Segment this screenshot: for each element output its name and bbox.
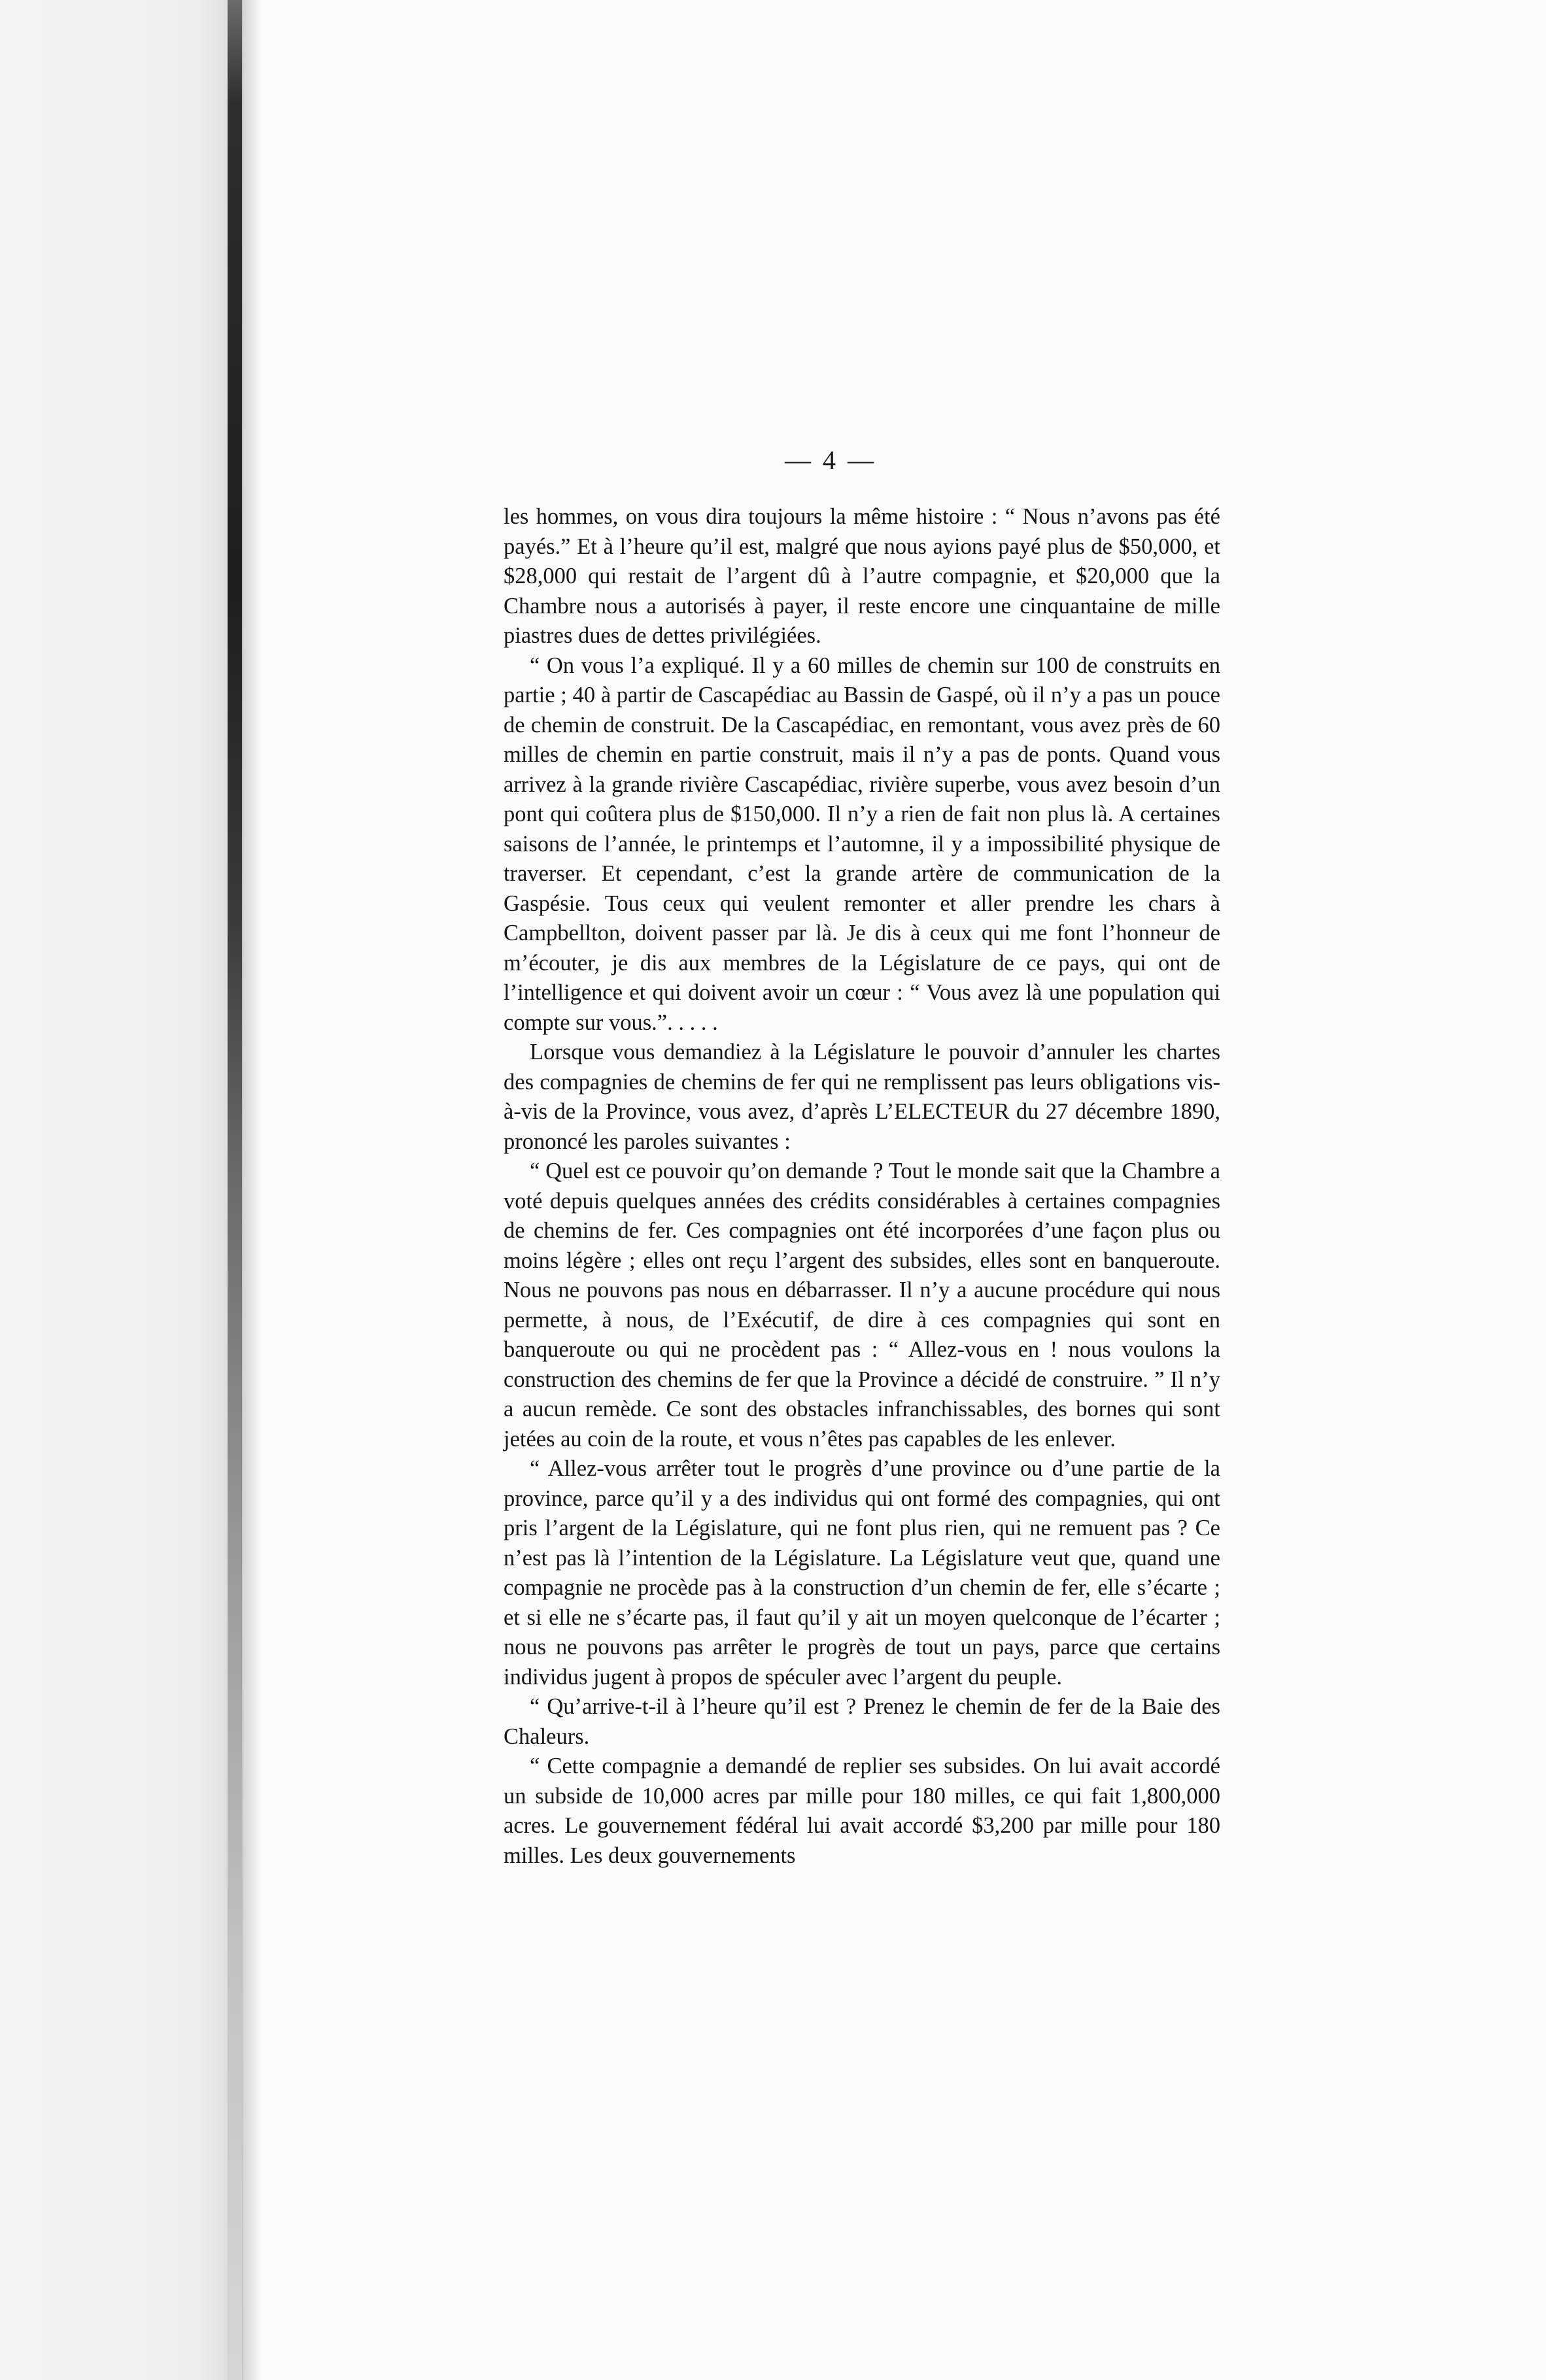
page-number: — 4 — [785,445,876,475]
binding-line [228,0,242,2380]
body-text [504,502,1220,1871]
paragraph: “ On vous l’a expliqué. Il y a 60 milles de chemin sur 100 de construits en partie ; 40 à partir de Cascapédiac au Bassin de Gaspé, où il n’y a pas un pouce de chemin de construit. De la Cascapédiac, en remontant, vous avez près de 60 milles de chemin en partie construit, mais il n’y a pas de ponts. Quand vous arrivez à la grande rivière Cascapédiac, rivière superbe, vous avez besoin d’un pont qui coûtera plus de $150,000. Il n’y a rien de fait non plus là. A certaines saisons de l’année, le printemps et l’automne, il y a impossibilité physique de traverser. Et cependant, c’est la grande artère de communication de la Gaspésie. Tous ceux qui veulent remonter et aller prendre les chars à Campbellton, doivent passer par là. Je dis à ceux qui me font l’honneur de m’écouter, je dis aux membres de la Législature de ce pays, qui ont de l’intelligence et qui doivent avoir un cœur : “ Vous avez là une population qui compte sur vous.”. . . . . [504,653,1220,1035]
binding-edge [0,0,243,2380]
paragraph: “ Cette compagnie a demandé de replier ses subsides. On lui avait accordé un subside de 10,000 acres par mille pour 180 milles, ce qui fait 1,800,000 acres. Le gouvernement fédéral lui avait accordé $3,200 par mille pour 180 milles. Les deux gouvernements [504,1754,1220,1868]
paragraph: “ Quel est ce pouvoir qu’on demande ? Tout le monde sait que la Chambre a voté depuis quelques années des crédits considérables à certaines compagnies de chemins de fer. Ces compagnies ont été incorporées d’une façon plus ou moins légère ; elles ont reçu l’argent des subsides, elles sont en banqueroute. Nous ne pouvons pas nous en débarrasser. Il n’y a aucune procédure qui nous permette, à nous, de l’Exécutif, de dire à ces compagnies qui sont en banqueroute ou qui ne procèdent pas : “ Allez-vous en ! nous voulons la construction des chemins de fer que la Province a décidé de construire. ” Il n’y a aucun remède. Ce sont des obstacles infranchissables, des bornes qui sont jetées au coin de la route, et vous n’êtes pas capables de les enlever. [504,1159,1220,1452]
paragraph: “ Qu’arrive-t-il à l’heure qu’il est ? Prenez le chemin de fer de la Baie des Chaleurs. [504,1694,1220,1749]
paragraph: les hommes, on vous dira toujours la même histoire : “ Nous n’avons pas été payés.” Et à l’heure qu’il est, malgré que nous ayions payé plus de $50,000, et $28,000 qui restait de l’argent dû à l’autre compagnie, et $20,000 que la Chambre nous a autorisés à payer, il reste encore une cinquantaine de mille piastres dues de dettes privilégiées. [504,504,1220,648]
binding-shadow [242,0,262,2380]
paragraph: “ Allez-vous arrêter tout le progrès d’une province ou d’une partie de la province, parce qu’il y a des individus qui ont formé des compagnies, qui ont pris l’argent de la Législature, qui ne font plus rien, qui ne remuent pas ? Ce n’est pas là l’intention de la Législature. La Législature veut que, quand une compagnie ne procède pas à la construction d’un chemin de fer, elle s’écarte ; et si elle ne s’écarte pas, il faut qu’il y ait un moyen quelconque de l’écarter ; nous ne pouvons pas arrêter le progrès de tout un pays, parce que certains individus jugent à propos de spéculer avec l’argent du peuple. [504,1456,1220,1690]
paragraph: Lorsque vous demandiez à la Législature le pouvoir d’annuler les chartes des compagnies de chemins de fer qui ne remplissent pas leurs obligations vis-à-vis de la Province, vous avez, d’après L’ELECTEUR du 27 décembre 1890, prononcé les paroles suivantes : [504,1040,1220,1154]
